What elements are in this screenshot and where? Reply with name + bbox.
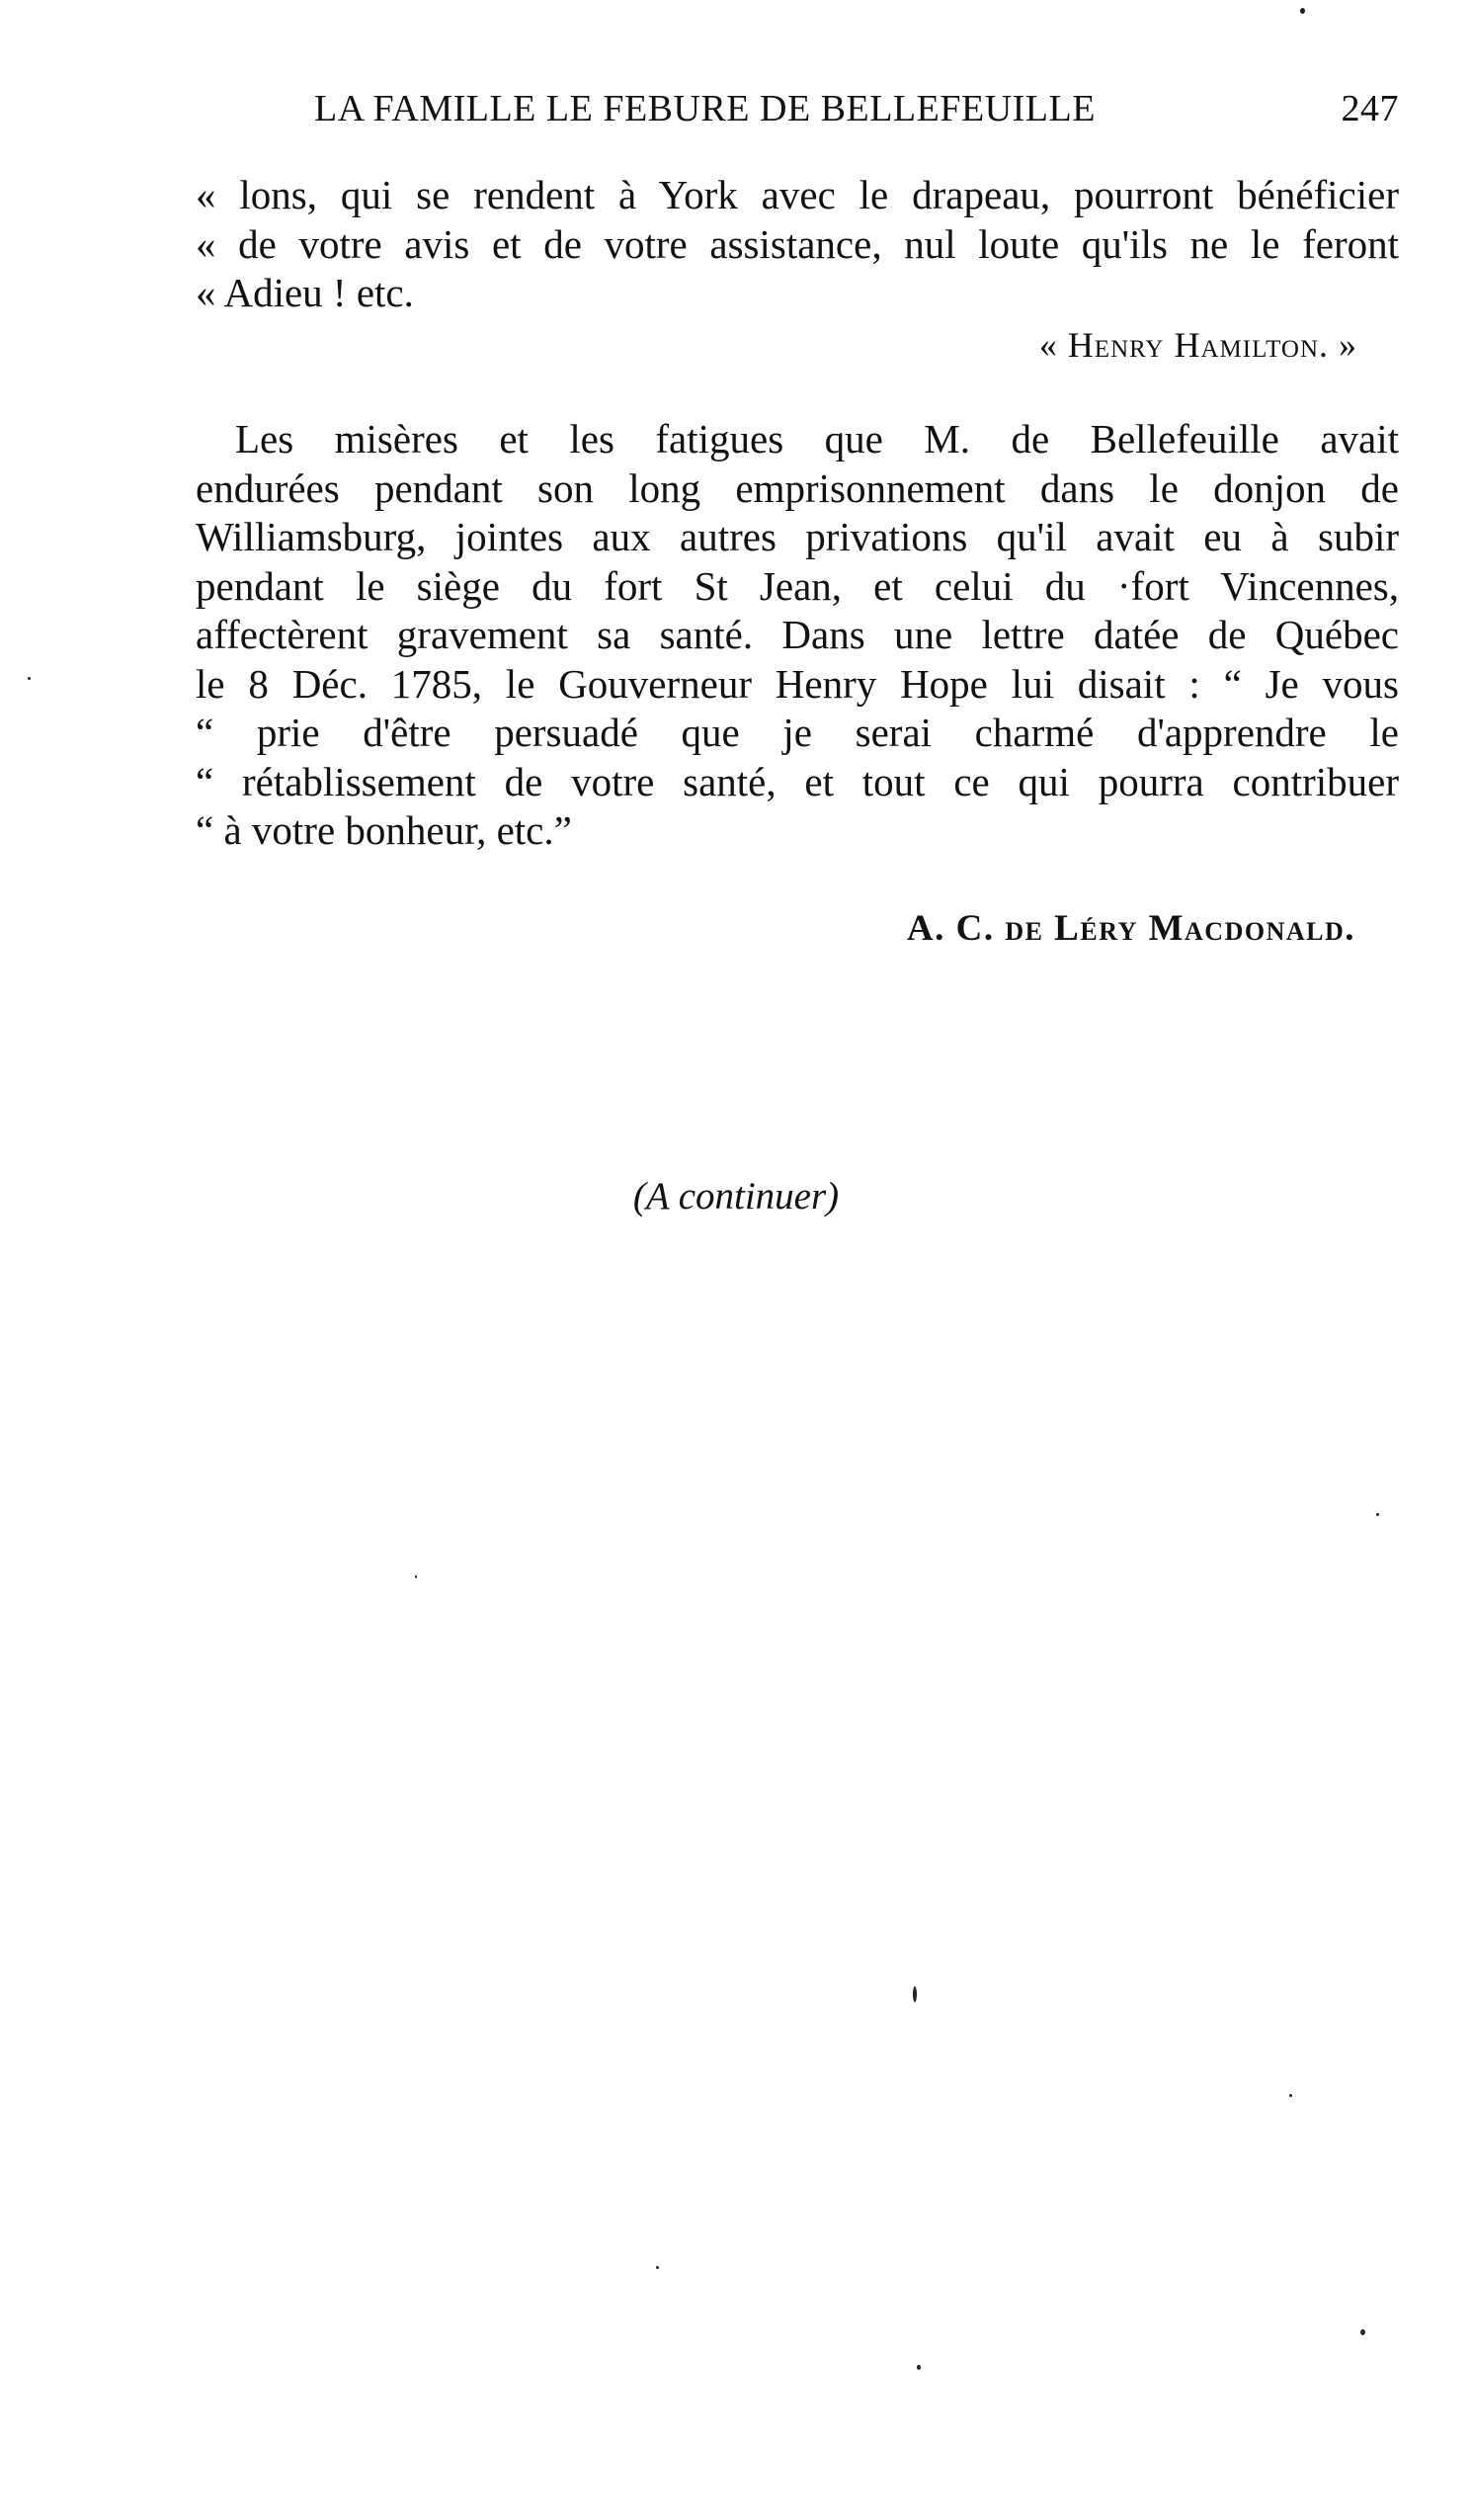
author-signature: A. C. de Léry Macdonald. xyxy=(906,908,1355,949)
running-head xyxy=(314,87,1399,130)
paragraph-line: Williamsburg, jointes aux autres privations qu'il avait eu à subir xyxy=(196,514,1399,559)
paragraph-line: “ à votre bonheur, etc.” xyxy=(196,807,572,853)
scan-speck xyxy=(1300,8,1305,14)
scan-speck xyxy=(415,1575,417,1578)
paragraph-line: pendant le siège du fort St Jean, et celui du ·fort Vincennes, xyxy=(196,562,1399,609)
scan-speck xyxy=(917,2365,921,2370)
scan-speck xyxy=(656,2266,659,2269)
paragraph-line: affectèrent gravement sa santé. Dans une lettre datée de Québec xyxy=(196,612,1399,657)
paragraph-line: “ prie d'être persuadé que je serai charmé d'apprendre le xyxy=(196,710,1399,755)
scan-speck xyxy=(1289,2094,1292,2097)
running-title: LA FAMILLE LE FEBURE DE BELLEFEUILLE xyxy=(314,88,1096,129)
letter-signature: « Henry Hamilton. » xyxy=(1038,325,1357,365)
continuation-note: (A continuer) xyxy=(632,1175,840,1218)
paragraph-line: “ rétablissement de votre santé, et tout ce qui pourra contribuer xyxy=(196,758,1399,804)
letter-excerpt xyxy=(196,171,1399,318)
letter-line: « Adieu ! etc. xyxy=(196,270,414,315)
scan-speck xyxy=(1376,1513,1379,1516)
paragraph-line: le 8 Déc. 1785, le Gouverneur Henry Hope lui disait : “ Je vous xyxy=(196,660,1399,707)
scan-speck xyxy=(913,1986,917,2002)
letter-line: « de votre avis et de votre assistance, nul loute qu'ils ne le feront xyxy=(196,220,1399,267)
paragraph-line: endurées pendant son long emprisonnement dans le donjon de xyxy=(196,464,1399,511)
body-paragraph xyxy=(196,415,1399,856)
letter-line: « lons, qui se rendent à York avec le drapeau, pourront bénéficier xyxy=(196,172,1399,217)
scan-speck xyxy=(28,677,31,680)
scan-speck xyxy=(1360,2329,1365,2335)
paragraph-line: Les misères et les fatigues que M. de Bellefeuille avait xyxy=(235,416,1399,462)
page-number: 247 xyxy=(1341,88,1399,129)
